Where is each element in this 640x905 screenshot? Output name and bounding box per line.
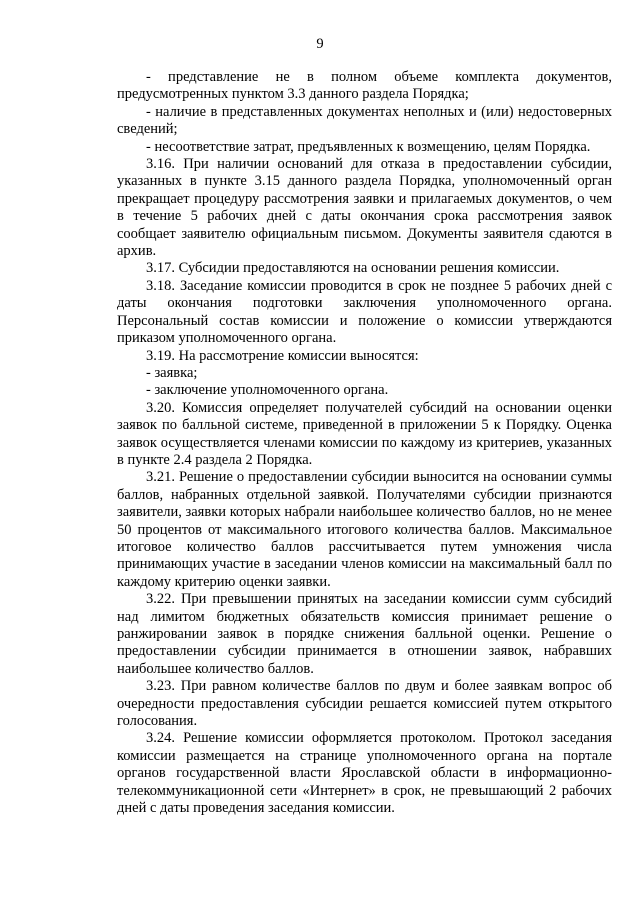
list-item-costs-mismatch: - несоответствие затрат, предъявленных к возмещению, целям Порядка.	[146, 138, 591, 155]
list-item-inaccurate-information: - наличие в представленных документах неполных и (или) недостоверных сведений;	[117, 103, 612, 138]
list-item-incomplete-documents: - представление не в полном объеме комплекта документов, предусмотренных пунктом 3.3 данного раздела Порядка;	[117, 69, 612, 103]
clause-3-20: 3.20. Комиссия определяет получателей субсидий на основании оценки заявок по балльной системе, приведенной в приложении 5 к Порядку. Оценка заявок осуществляется членами комиссии по каждому из критериев, указанных в пункте 2.4 раздела 2 Порядка.	[117, 399, 612, 468]
page-number: 9	[316, 36, 324, 52]
document-body	[117, 69, 612, 817]
clause-3-17: 3.17. Субсидии предоставляются на основании решения комиссии.	[146, 260, 560, 277]
clause-3-19: 3.19. На рассмотрение комиссии выносятся:	[146, 347, 419, 364]
clause-3-24: 3.24. Решение комиссии оформляется протоколом. Протокол заседания комиссии размещается на странице уполномоченного органа на портале органов государственной власти Ярославской области в информационно-телекоммуникационной сети «Интернет» в срок, не превышающий 2 рабочих дней с даты проведения заседания комиссии.	[117, 730, 612, 817]
clause-3-21: 3.21. Решение о предоставлении субсидии выносится на основании суммы баллов, набранных отдельной заявкой. Получателями субсидии признаются заявители, заявки которых набрали наибольшее количество баллов, но не менее 50 процентов от максимального итогового количества баллов. Максимальное итоговое количество баллов рассчитывается путем умножения числа принимающих участие в заседании членов комиссии на максимальный балл по каждому критерию оценки заявки.	[117, 469, 612, 590]
clause-3-23: 3.23. При равном количестве баллов по двум и более заявкам вопрос об очередности предоставления субсидии решается комиссией путем открытого голосования.	[117, 678, 612, 730]
clause-3-16: 3.16. При наличии оснований для отказа в предоставлении субсидии, указанных в пункте 3.15 данного раздела Порядка, уполномоченный орган прекращает процедуру рассмотрения заявки и прилагаемых документов, о чем в течение 5 рабочих дней с даты окончания срока рассмотрения заявок сообщает заявителю официальным письмом. Документы заявителя сдаются в архив.	[117, 156, 612, 260]
clause-3-22: 3.22. При превышении принятых на заседании комиссии сумм субсидий над лимитом бюджетных обязательств комиссия принимает решение о ранжировании заявок в порядке снижения балльной оценки. Решение о предоставлении субсидии принимается в отношении заявок, набравших наибольшее количество баллов.	[117, 591, 612, 677]
list-item-conclusion: - заключение уполномоченного органа.	[146, 382, 389, 399]
clause-3-18: 3.18. Заседание комиссии проводится в срок не позднее 5 рабочих дней с даты окончания подготовки заключения уполномоченного органа. Персональный состав комиссии и положение о комиссии утверждаются приказом уполномоченного органа.	[117, 277, 612, 347]
list-item-application: - заявка;	[146, 364, 198, 381]
